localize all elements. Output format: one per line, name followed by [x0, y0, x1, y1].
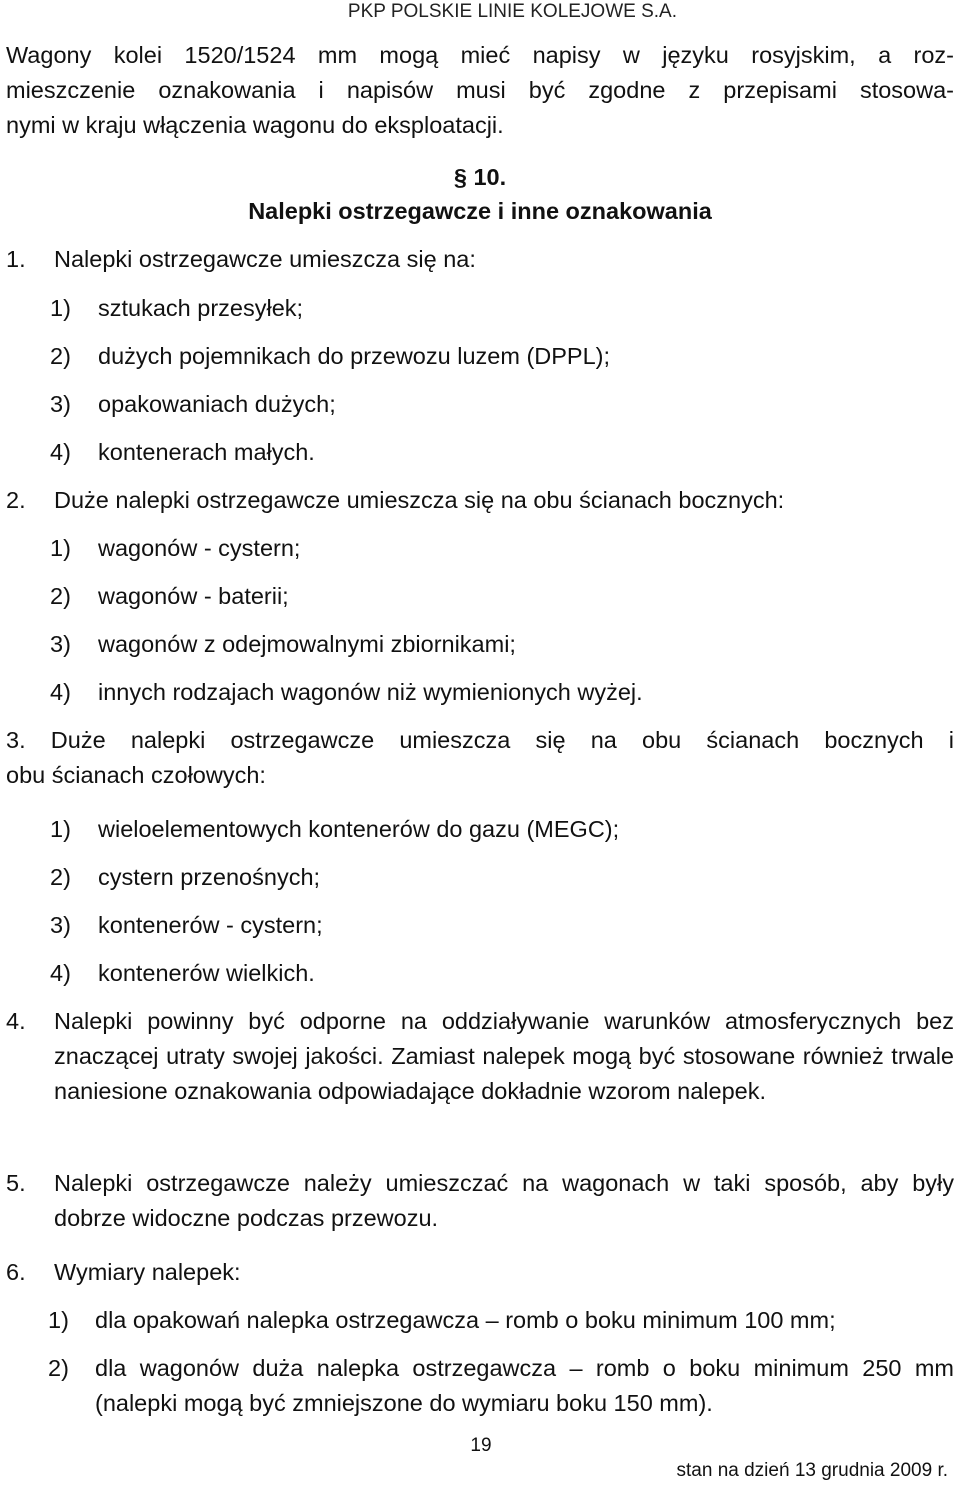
point-1-item-3 [50, 387, 336, 422]
list-number: 3) [50, 391, 71, 417]
intro-line-1: Wagony kolei 1520/1524 mm mogą mieć napisy w języku rosyjskim, a roz- [6, 42, 954, 68]
point-2-item-3 [50, 627, 516, 662]
section-title: Nalepki ostrzegawcze i inne oznakowania [248, 198, 712, 224]
point-5 [6, 1166, 954, 1236]
point-3-item-1 [50, 812, 619, 847]
point-3-number: 3. [6, 727, 26, 753]
point-2-text: Duże nalepki ostrzegawcze umieszcza się na obu ścianach bocznych: [54, 487, 785, 513]
list-text: innych rodzajach wagonów niż wymienionych wyżej. [98, 679, 643, 705]
list-number: 1) [50, 816, 71, 842]
list-text: wagonów - cystern; [98, 535, 301, 561]
list-number: 3) [50, 631, 71, 657]
list-number: 4) [50, 679, 71, 705]
point-1-number: 1. [6, 246, 26, 272]
point-6-item-2 [48, 1351, 954, 1421]
point-4 [6, 1004, 954, 1109]
point-5-text: Nalepki ostrzegawcze należy umieszczać na wagonach w taki sposób, aby były dobrze widoczne podczas przewozu. [54, 1170, 954, 1231]
list-text: wagonów - baterii; [98, 583, 289, 609]
revision-date: stan na dzień 13 grudnia 2009 r. [676, 1460, 948, 1481]
point-4-text: Nalepki powinny być odporne na oddziaływanie warunków atmosferycznych bez znaczącej utraty swojej jakości. Zamiast nalepek mogą być stosowane również trwale naniesione oznakowania odpowiadające dokładnie wzorom nalepek. [54, 1008, 954, 1104]
list-text: dużych pojemnikach do przewozu luzem (DPPL); [98, 343, 611, 369]
section-number: § 10. [453, 164, 507, 190]
list-number: 1) [50, 535, 71, 561]
page-number: 19 [470, 1435, 492, 1456]
point-1-item-1 [50, 291, 303, 326]
list-number: 1) [50, 295, 71, 321]
list-text: cystern przenośnych; [98, 864, 321, 890]
list-number: 2) [50, 583, 71, 609]
point-4-number: 4. [6, 1008, 26, 1034]
point-1-item-2 [50, 339, 610, 374]
point-1-text: Nalepki ostrzegawcze umieszcza się na: [54, 246, 476, 272]
list-text: kontenerach małych. [98, 439, 315, 465]
point-3-line-2: obu ścianach czołowych: [6, 762, 266, 788]
point-3-item-4 [50, 956, 315, 991]
point-6-item-1 [48, 1303, 954, 1338]
list-text: opakowaniach dużych; [98, 391, 336, 417]
list-text: dla wagonów duża nalepka ostrzegawcza – romb o boku minimum 250 mm (nalepki mogą być zmniejszone do wymiaru boku 150 mm). [95, 1355, 954, 1416]
list-number: 2) [48, 1355, 69, 1381]
point-2-item-1 [50, 531, 300, 566]
list-number: 4) [50, 439, 71, 465]
list-text: wieloelementowych kontenerów do gazu (MEGC); [98, 816, 620, 842]
point-2-item-4 [50, 675, 643, 710]
point-6-number: 6. [6, 1259, 26, 1285]
point-3-line-1 [6, 723, 954, 758]
point-6-text: Wymiary nalepek: [54, 1259, 241, 1285]
list-number: 2) [50, 343, 71, 369]
point-3 [6, 723, 954, 793]
intro-paragraph [6, 38, 954, 143]
point-1 [6, 242, 954, 277]
point-1-item-4 [50, 435, 315, 470]
list-number: 1) [48, 1307, 69, 1333]
point-2-number: 2. [6, 487, 26, 513]
intro-line-2: mieszczenie oznakowania i napisów musi być zgodne z przepisami stosowa- [6, 77, 954, 103]
intro-line-3: nymi w kraju włączenia wagonu do eksploatacji. [6, 112, 504, 138]
list-text: sztukach przesyłek; [98, 295, 304, 321]
list-text: kontenerów wielkich. [98, 960, 315, 986]
point-2 [6, 483, 954, 518]
list-number: 3) [50, 912, 71, 938]
list-number: 2) [50, 864, 71, 890]
list-number: 4) [50, 960, 71, 986]
list-text: dla opakowań nalepka ostrzegawcza – romb o boku minimum 100 mm; [95, 1307, 836, 1333]
point-3-item-2 [50, 860, 320, 895]
list-text: kontenerów - cystern; [98, 912, 323, 938]
point-3-text-1: Duże nalepki ostrzegawcze umieszcza się na obu ścianach bocznych i [50, 727, 954, 753]
point-2-item-2 [50, 579, 289, 614]
list-text: wagonów z odejmowalnymi zbiornikami; [98, 631, 516, 657]
point-5-number: 5. [6, 1170, 26, 1196]
point-6 [6, 1255, 954, 1290]
point-3-item-3 [50, 908, 323, 943]
document-header: PKP POLSKIE LINIE KOLEJOWE S.A. [347, 1, 677, 22]
